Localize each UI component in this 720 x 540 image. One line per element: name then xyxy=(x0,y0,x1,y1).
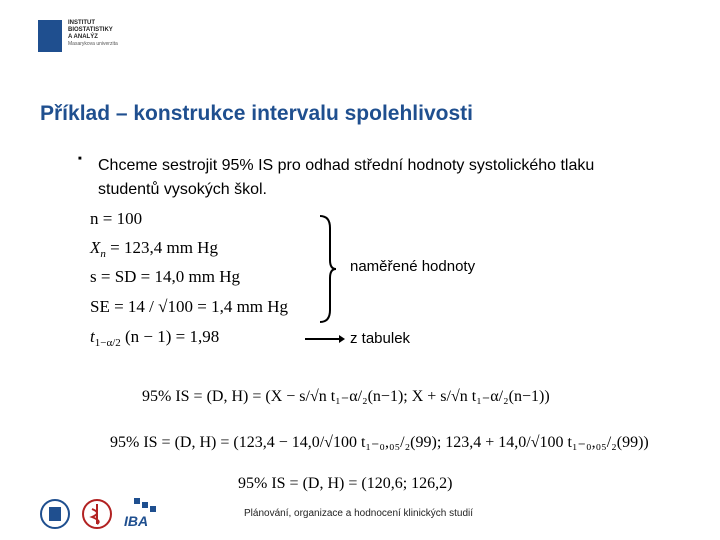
formula-result: 95% IS = (D, H) = (120,6; 126,2) xyxy=(238,475,453,492)
eq-se: SE = 14 / √100 = 1,4 mm Hg xyxy=(90,297,289,316)
bullet-icon: ■ xyxy=(78,156,82,162)
right-brace-icon xyxy=(318,214,338,324)
formula-general: 95% IS = (D, H) = (X − s/√n t₁₋α/₂(n−1); X + s/√n t₁₋α/₂(n−1)) xyxy=(142,388,550,405)
institute-logo-text xyxy=(68,20,118,48)
eq-t-value: (n − 1) = 1,98 xyxy=(125,327,220,346)
masaryk-university-seal-icon xyxy=(40,498,70,530)
logo-line-1: INSTITUT xyxy=(68,20,95,26)
eq-t-quantile: $t_{1-\alpha/2}$ (n − 1) = 1,98 xyxy=(90,327,220,349)
medical-faculty-seal-icon xyxy=(82,498,112,530)
logo-line-3: A ANALÝZ xyxy=(68,34,98,40)
svg-text:IBA: IBA xyxy=(124,513,149,528)
label-from-tables: z tabulek xyxy=(350,330,411,347)
eq-mean-value: = 123,4 mm Hg xyxy=(110,238,218,257)
slide-title: Příklad – konstrukce intervalu spolehlivosti xyxy=(40,102,473,125)
eq-sample-size: n = 100 xyxy=(90,209,143,228)
iba-logo-icon xyxy=(122,498,158,528)
footer-text: Plánování, organizace a hodnocení klinických studií xyxy=(244,508,474,519)
eq-sd: s = SD = 14,0 mm Hg xyxy=(90,267,240,286)
logo-subtitle: Masarykova univerzita xyxy=(68,41,118,47)
logo-line-2: BIOSTATISTIKY xyxy=(68,27,113,33)
bullet-text: Chceme sestrojit 95% IS pro odhad střední hodnoty systolického tlaku studentů vysokých škol. xyxy=(98,157,595,198)
institute-logo-icon xyxy=(38,20,62,52)
arrow-right-icon xyxy=(305,334,345,344)
label-measured-values: naměřené hodnoty xyxy=(350,258,476,275)
formula-numeric: 95% IS = (D, H) = (123,4 − 14,0/√100 t₁₋₀,₀₅/₂(99); 123,4 + 14,0/√100 t₁₋₀,₀₅/₂(99)) xyxy=(110,434,649,451)
eq-mean: $X_n = 123,4$ mm Hg xyxy=(90,238,218,260)
